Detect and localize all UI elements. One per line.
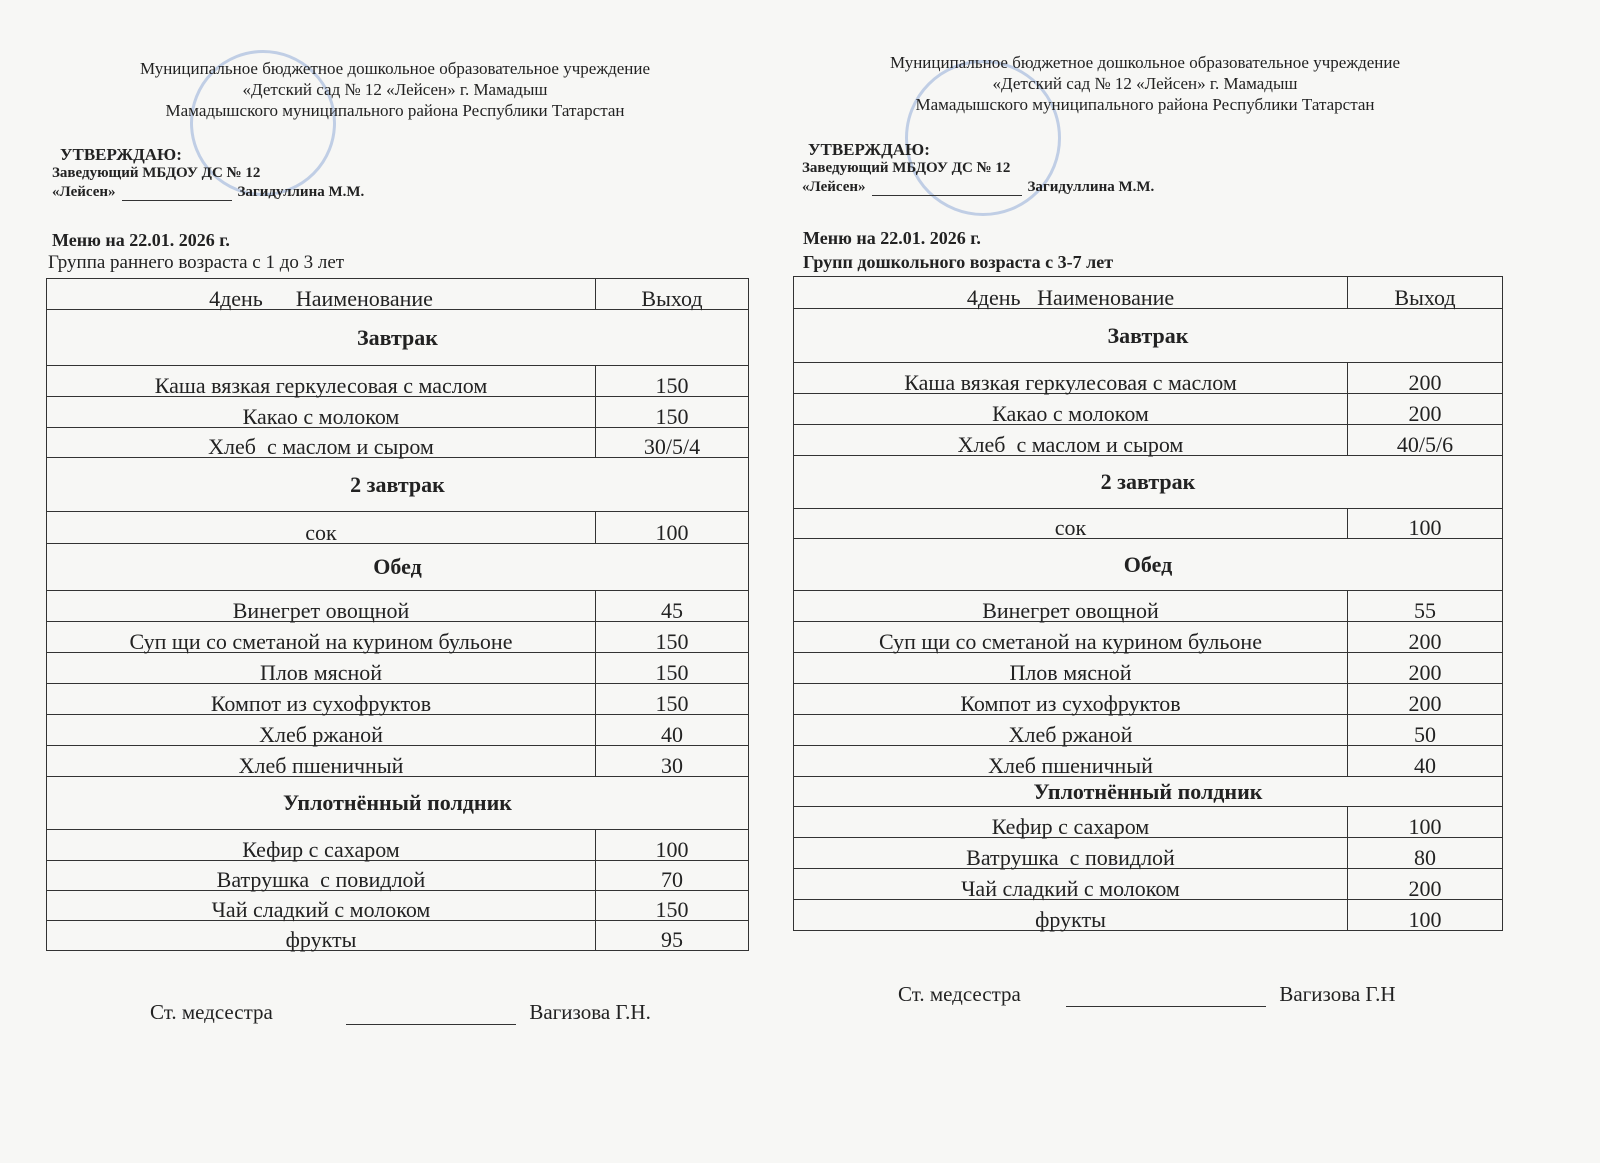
dish-output: 150 [596, 684, 749, 715]
signature-line [346, 1006, 516, 1025]
table-row [794, 394, 1503, 425]
org-line: Мамадышского муниципального района Республики Татарстан [165, 101, 625, 120]
table-row [794, 869, 1503, 900]
table-row [47, 653, 749, 684]
dish-name: Плов мясной [794, 653, 1348, 684]
dish-name: Чай сладкий с молоком [47, 891, 596, 921]
table-row [47, 512, 749, 544]
dish-output: 100 [1348, 509, 1503, 539]
table-row [47, 746, 749, 777]
dish-name: Хлеб пшеничный [47, 746, 596, 777]
approval-block [802, 140, 1154, 196]
org-line: Муниципальное бюджетное дошкольное образовательное учреждение [140, 59, 650, 78]
signature-line [122, 182, 232, 201]
org-line: «Детский сад № 12 «Лейсен» г. Мамадыш [242, 80, 548, 99]
dish-name: Кефир с сахаром [47, 830, 596, 861]
section-row [794, 777, 1503, 807]
table-row [47, 366, 749, 397]
section-title: Уплотнённый полдник [794, 777, 1503, 807]
dish-name: Хлеб ржаной [47, 715, 596, 746]
table-row [794, 425, 1503, 456]
signature-line [872, 177, 1022, 196]
header-output: Выход [596, 279, 749, 310]
table-row [794, 509, 1503, 539]
header-name: 4день Наименование [47, 279, 596, 310]
approval-title: УТВЕРЖДАЮ: [808, 140, 930, 159]
dish-output: 100 [1348, 807, 1503, 838]
section-title: 2 завтрак [794, 456, 1503, 509]
dish-output: 45 [596, 591, 749, 622]
dish-name: Хлеб с маслом и сыром [794, 425, 1348, 456]
table-row [794, 363, 1503, 394]
dish-name: Хлеб ржаной [794, 715, 1348, 746]
dish-output: 95 [596, 921, 749, 951]
group-label: Групп дошкольного возраста с 3-7 лет [803, 252, 1114, 272]
dish-output: 150 [596, 653, 749, 684]
table-row [47, 684, 749, 715]
dish-name: Какао с молоком [794, 394, 1348, 425]
table-row [47, 715, 749, 746]
group-label: Группа раннего возраста с 1 до 3 лет [48, 252, 345, 273]
table-row [794, 591, 1503, 622]
dish-output: 100 [1348, 900, 1503, 931]
approval-title: УТВЕРЖДАЮ: [60, 145, 182, 164]
dish-name: Суп щи со сметаной на курином бульоне [47, 622, 596, 653]
nurse-role: Ст. медсестра [898, 982, 1021, 1006]
table-row [47, 891, 749, 921]
dish-name: Плов мясной [47, 653, 596, 684]
org-line: Муниципальное бюджетное дошкольное образовательное учреждение [890, 53, 1400, 72]
table-row [794, 653, 1503, 684]
dish-name: Хлеб с маслом и сыром [47, 428, 596, 458]
dish-output: 200 [1348, 622, 1503, 653]
dish-output: 200 [1348, 394, 1503, 425]
dish-name: Кефир с сахаром [794, 807, 1348, 838]
dish-output: 40 [1348, 746, 1503, 777]
dish-output: 200 [1348, 653, 1503, 684]
header-name: 4день Наименование [794, 277, 1348, 309]
nurse-role: Ст. медсестра [150, 1000, 273, 1024]
table-row [47, 591, 749, 622]
dish-name: фрукты [794, 900, 1348, 931]
table-row [794, 838, 1503, 869]
organization-header [35, 58, 755, 121]
table-row [47, 921, 749, 951]
section-row [47, 777, 749, 830]
dish-name: Какао с молоком [47, 397, 596, 428]
table-row [47, 428, 749, 458]
dish-name: Ватрушка с повидлой [794, 838, 1348, 869]
table-row [47, 830, 749, 861]
nurse-name: Вагизова Г.Н [1279, 982, 1396, 1006]
dish-output: 100 [596, 512, 749, 544]
dish-output: 40 [596, 715, 749, 746]
header-output: Выход [1348, 277, 1503, 309]
signature-line [1066, 988, 1266, 1007]
dish-output: 200 [1348, 869, 1503, 900]
dish-name: Каша вязкая геркулесовая с маслом [47, 366, 596, 397]
dish-output: 100 [596, 830, 749, 861]
section-row [47, 544, 749, 591]
table-row [794, 622, 1503, 653]
dish-output: 40/5/6 [1348, 425, 1503, 456]
dish-output: 80 [1348, 838, 1503, 869]
dish-output: 150 [596, 397, 749, 428]
dish-name: Компот из сухофруктов [47, 684, 596, 715]
section-title: Завтрак [47, 310, 749, 366]
dish-name: Чай сладкий с молоком [794, 869, 1348, 900]
approval-name: Загидуллина М.М. [1027, 179, 1155, 195]
dish-output: 30/5/4 [596, 428, 749, 458]
dish-output: 200 [1348, 684, 1503, 715]
org-line: «Детский сад № 12 «Лейсен» г. Мамадыш [992, 74, 1298, 93]
dish-name: Винегрет овощной [47, 591, 596, 622]
dish-name: Хлеб пшеничный [794, 746, 1348, 777]
nurse-signature [150, 1000, 651, 1025]
dish-name: Винегрет овощной [794, 591, 1348, 622]
dish-name: Каша вязкая геркулесовая с маслом [794, 363, 1348, 394]
table-row [47, 861, 749, 891]
menu-table-preschool [793, 276, 1503, 931]
dish-name: сок [47, 512, 596, 544]
table-row [794, 715, 1503, 746]
approval-position: Заведующий МБДОУ ДС № 12 [52, 165, 261, 181]
section-title: Обед [794, 539, 1503, 591]
nurse-signature [898, 982, 1396, 1007]
section-row [794, 539, 1503, 591]
dish-output: 50 [1348, 715, 1503, 746]
section-title: Уплотнённый полдник [47, 777, 749, 830]
menu-title: Меню на 22.01. 2026 г. [52, 230, 230, 250]
table-row [794, 684, 1503, 715]
table-row [794, 900, 1503, 931]
dish-output: 150 [596, 366, 749, 397]
section-title: 2 завтрак [47, 458, 749, 512]
table-row [47, 397, 749, 428]
dish-output: 55 [1348, 591, 1503, 622]
section-title: Обед [47, 544, 749, 591]
dish-output: 200 [1348, 363, 1503, 394]
section-row [794, 456, 1503, 509]
dish-name: фрукты [47, 921, 596, 951]
menu-title: Меню на 22.01. 2026 г. [803, 228, 981, 248]
table-row [47, 622, 749, 653]
org-line: Мамадышского муниципального района Республики Татарстан [915, 95, 1375, 114]
dish-output: 150 [596, 891, 749, 921]
section-row [794, 309, 1503, 363]
nurse-name: Вагизова Г.Н. [529, 1000, 651, 1024]
approval-org: «Лейсен» [802, 179, 866, 195]
dish-name: сок [794, 509, 1348, 539]
section-title: Завтрак [794, 309, 1503, 363]
table-header-row [794, 277, 1503, 309]
section-row [47, 310, 749, 366]
approval-block [52, 145, 364, 201]
dish-name: Суп щи со сметаной на курином бульоне [794, 622, 1348, 653]
approval-name: Загидуллина М.М. [237, 184, 365, 200]
dish-output: 70 [596, 861, 749, 891]
approval-org: «Лейсен» [52, 184, 116, 200]
table-row [794, 807, 1503, 838]
table-row [794, 746, 1503, 777]
section-row [47, 458, 749, 512]
dish-name: Компот из сухофруктов [794, 684, 1348, 715]
dish-output: 30 [596, 746, 749, 777]
dish-name: Ватрушка с повидлой [47, 861, 596, 891]
approval-position: Заведующий МБДОУ ДС № 12 [802, 160, 1011, 176]
organization-header [785, 52, 1505, 115]
menu-table-early-age [46, 278, 749, 951]
table-header-row [47, 279, 749, 310]
dish-output: 150 [596, 622, 749, 653]
